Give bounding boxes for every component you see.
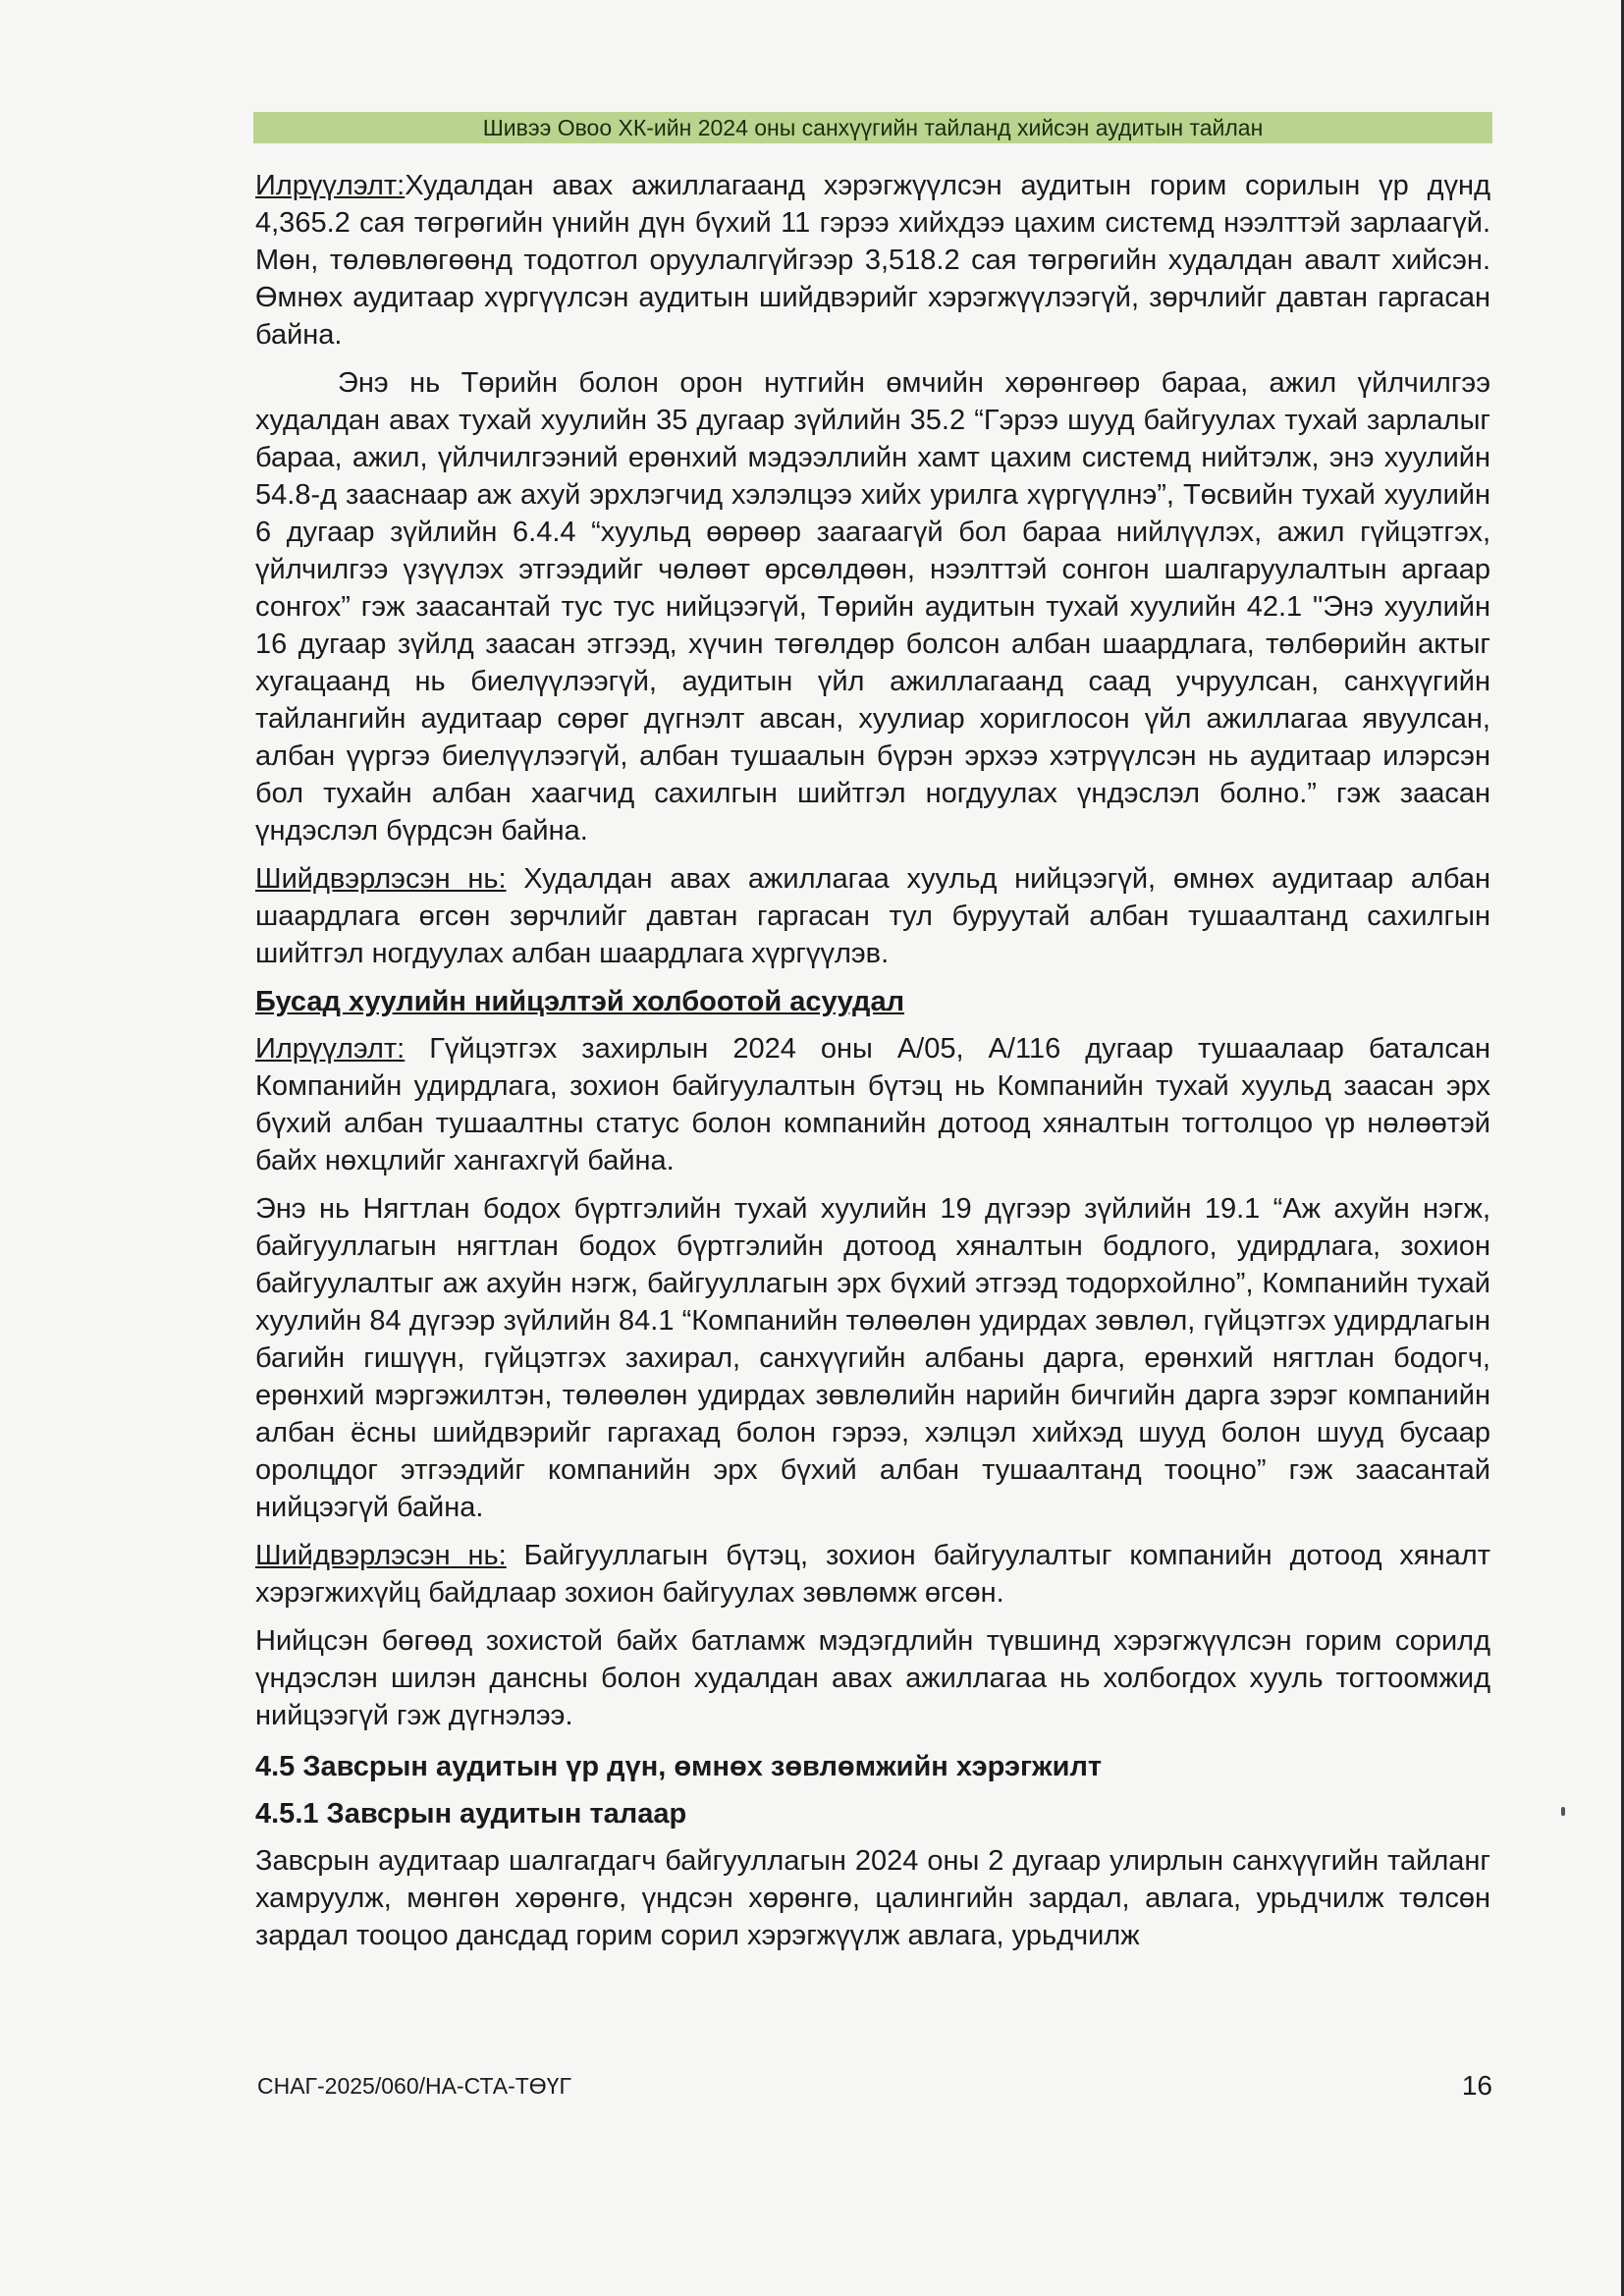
decision-paragraph-1: [255, 860, 1490, 972]
footer-page-number: 16: [1461, 2070, 1492, 2101]
finding-paragraph-1: [255, 167, 1490, 354]
legal-basis-paragraph-2: Энэ нь Нягтлан бодох бүртгэлийн тухай хуулийн 19 дүгээр зүйлийн 19.1 “Аж ахуйн нэгж, байгууллагын нягтлан бодох бүртгэлийн дотоод хяналтын бодлого, удирдлага, зохион байгуулалтыг аж ахуйн нэгж, байгууллагын эрх бүхий этгээд тодорхойлно”, Компанийн тухай хуулийн 84 дүгээр зүйлийн 84.1 “Компанийн төлөөлөн удирдах зөвлөл, гүйцэтгэх удирдлагын багийн гишүүн, гүйцэтгэх захирал, санхүүгийн албаны дарга, ерөнхий нягтлан бодогч, ерөнхий мэргэжилтэн, төлөөлөн удирдах зөвлөлийн нарийн бичгийн дарга зэрэг компанийн албан ёсны шийдвэрийг гаргахад болон гэрээ, хэлцэл хийхэд шууд болон шууд бусаар оролцдог этгээдийг компанийн эрх бүхий албан тушаалтанд тооцно” гэж заасантай нийцээгүй байна.: [255, 1193, 1490, 1523]
running-header-title: Шивээ Овоо ХК-ийн 2024 оны санхүүгийн тайланд хийсэн аудитын тайлан: [482, 115, 1264, 140]
decision-label: Шийдвэрлэсэн нь:: [255, 863, 507, 895]
section-heading-4-5-1: 4.5.1 Завсрын аудитын талаар: [255, 1798, 687, 1830]
section-heading-4-5: 4.5 Завсрын аудитын үр дүн, өмнөх зөвлөмжийн хэрэгжилт: [255, 1751, 1103, 1782]
running-header: [253, 112, 1492, 143]
subsection-heading-other-laws: Бусад хуулийн нийцэлтэй холбоотой асуудал: [255, 986, 904, 1017]
legal-basis-paragraph-1: Энэ нь Төрийн болон орон нутгийн өмчийн хөрөнгөөр бараа, ажил үйлчилгээ худалдан авах тухай хуулийн 35 дугаар зүйлийн 35.2 “Гэрээ шууд байгуулах тухай зарлалыг бараа, ажил, үйлчилгээний ерөнхий мэдээллийн хамт цахим системд нийтэлж, энэ хуулийн 54.8-д зааснаар аж ахуй эрхлэгчид хэлэлцээ хийх урилга хүргүүлнэ”, Төсвийн тухай хуулийн 6 дугаар зүйлийн 6.4.4 “хуульд өөрөөр заагаагүй бол бараа нийлүүлэх, ажил гүйцэтгэх, үйлчилгээ үзүүлэх этгээдийг чөлөөт өрсөлдөөн, нээлттэй сонгон шалгаруулалтын аргаар сонгох” гэж заасантай тус тус нийцээгүй, Төрийн аудитын тухай хуулийн 42.1 "Энэ хуулийн 16 дугаар зүйлд заасан этгээд, хүчин төгөлдөр болсон албан шаардлага, төлбөрийн актыг хугацаанд нь биелүүлээгүй, аудитын үйл ажиллагаанд саад учруулсан, санхүүгийн тайлангийн аудитаар сөрөг дүгнэлт авсан, хуулиар хориглосон үйл ажиллагаа явуулсан, албан үүргээ биелүүлээгүй, албан тушаалын бүрэн эрхээ хэтрүүлсэн нь аудитаар илэрсэн бол тухайн албан хаагчид сахилгын шийтгэл ногдуулах үндэслэл болно.” гэж заасан үндэслэл бүрдсэн байна.: [255, 367, 1490, 847]
finding-text: Худалдан авах ажиллагаанд хэрэгжүүлсэн аудитын горим сорилын үр дүнд 4,365.2 сая төгрөгийн үнийн дүн бүхий 11 гэрээ хийхдээ цахим системд нээлттэй зарлаагүй. Мөн, төлөвлөгөөнд тодотгол оруулалгүйгээр 3,518.2 сая төгрөгийн худалдан авалт хийсэн. Өмнөх аудитаар хүргүүлсэн аудитын шийдвэрийг хэрэгжүүлээгүй, зөрчлийг давтан гаргасан байна.: [255, 170, 1490, 351]
decision-text-2: Байгууллагын бүтэц, зохион байгуулалтыг компанийн дотоод хяналт хэрэгжихүйц байдлаар зохион байгуулах зөвлөмж өгсөн.: [255, 1540, 1490, 1609]
conclusion-paragraph: Нийцсэн бөгөөд зохистой байх батламж мэдэгдлийн түвшинд хэрэгжүүлсэн горим сорилд үндэслэн шилэн дансны болон худалдан авах ажиллагаа нь холбогдох хууль тогтоомжид нийцээгүй гэж дүгнэлээ.: [255, 1625, 1490, 1731]
finding-text-2: Гүйцэтгэх захирлын 2024 оны А/05, А/116 дугаар тушаалаар баталсан Компанийн удирдлага, зохион байгуулалтын бүтэц нь Компанийн тухай хуульд заасан эрх бүхий албан тушаалтны статус болон компанийн дотоод хяналтын тогтолцоо үр нөлөөтэй байх нөхцлийг хангахгүй байна.: [255, 1033, 1490, 1176]
finding-label: Илрүүлэлт:: [255, 170, 406, 201]
document-body: [255, 167, 1490, 1965]
finding-label-2: Илрүүлэлт:: [255, 1033, 406, 1065]
decision-paragraph-2: [255, 1537, 1490, 1612]
margin-mark: [1561, 1807, 1565, 1816]
decision-text: Худалдан авах ажиллагаа хуульд нийцээгүй, өмнөх аудитаар албан шаардлага өгсөн зөрчлийг давтан гаргасан тул буруутай албан тушаалтанд сахилгын шийтгэл ногдуулах албан шаардлага хүргүүлэв.: [255, 863, 1490, 969]
decision-label-2: Шийдвэрлэсэн нь:: [255, 1540, 507, 1571]
finding-paragraph-2: [255, 1030, 1490, 1179]
interim-audit-paragraph: Завсрын аудитаар шалгагдагч байгууллагын 2024 оны 2 дугаар улирлын санхүүгийн тайланг хамруулж, мөнгөн хөрөнгө, үндсэн хөрөнгө, цалингийн зардал, авлага, урьдчилж төлсөн зардал тооцоо дансдад горим сорил хэрэгжүүлж авлага, урьдчилж: [255, 1845, 1490, 1951]
footer-document-code: СНАГ-2025/060/НА-СТА-ТӨҮГ: [257, 2073, 571, 2099]
